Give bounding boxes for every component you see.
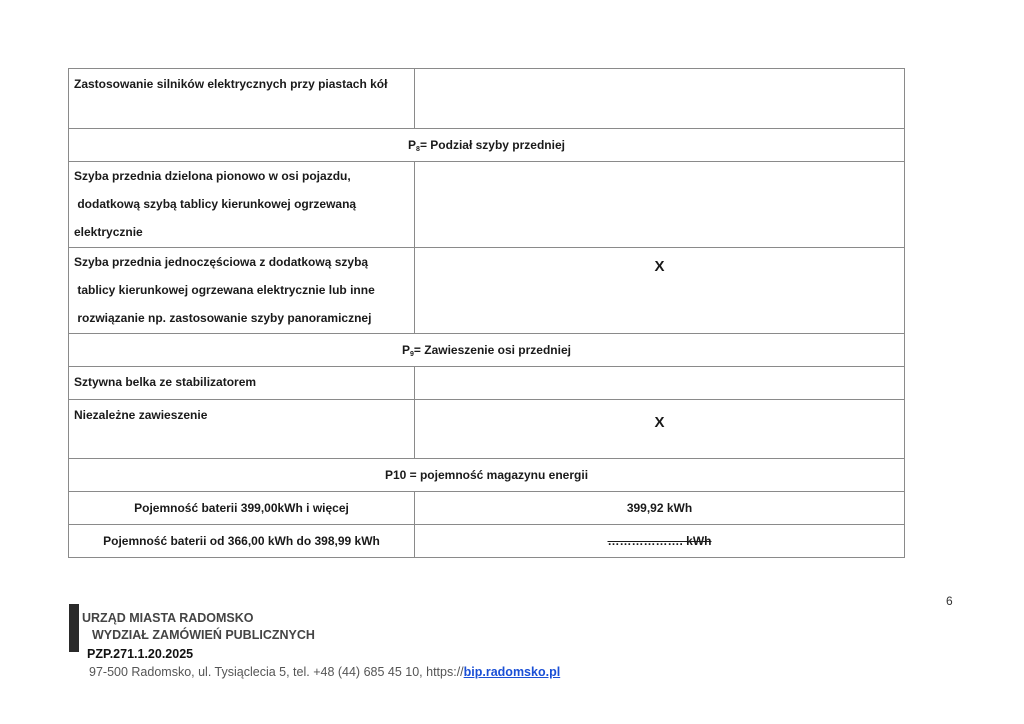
table-row xyxy=(69,248,905,334)
p9-title: = Zawieszenie osi przedniej xyxy=(413,343,571,357)
table-row xyxy=(69,69,905,129)
windshield-split-label xyxy=(69,162,414,246)
footer-link[interactable]: bip.radomsko.pl xyxy=(463,665,561,679)
motors-label: Zastosowanie silników elektrycznych przy piastach kół xyxy=(74,77,388,91)
page-number: 6 xyxy=(946,594,953,608)
p8-header xyxy=(69,129,905,162)
windshield-split-value-cell[interactable] xyxy=(415,162,905,248)
table-row xyxy=(69,367,905,400)
row-label xyxy=(69,400,415,459)
row-label xyxy=(69,367,415,400)
label-line: elektrycznie xyxy=(74,225,143,239)
rigid-beam-label: Sztywna belka ze stabilizatorem xyxy=(74,375,257,389)
p8-prefix: P xyxy=(408,138,417,152)
independent-suspension-label: Niezależne zawieszenie xyxy=(74,408,208,422)
battery-366-value-cell[interactable] xyxy=(415,525,905,558)
p8-subscript: 8 xyxy=(416,146,420,153)
p9-prefix: P xyxy=(402,343,411,357)
footer-org: URZĄD MIASTA RADOMSKO xyxy=(82,611,254,625)
footer-reference: PZP.271.1.20.2025 xyxy=(87,647,194,661)
footer-department: WYDZIAŁ ZAMÓWIEŃ PUBLICZNYCH xyxy=(92,628,315,642)
footer-accent-bar xyxy=(69,604,79,652)
windshield-single-value-cell[interactable] xyxy=(415,248,905,334)
p9-header xyxy=(69,334,905,367)
specification-table xyxy=(68,68,905,558)
rigid-beam-value-cell[interactable] xyxy=(415,367,905,400)
windshield-single-mark: X xyxy=(654,258,665,275)
row-label xyxy=(69,248,415,334)
row-label xyxy=(69,69,415,129)
label-line: rozwiązanie np. zastosowanie szyby panoramicznej xyxy=(74,311,372,325)
label-line: dodatkową szybą tablicy kierunkowej ogrzewaną xyxy=(74,197,357,211)
independent-suspension-value-cell[interactable] xyxy=(415,400,905,459)
battery-366-value: ………………. kWh xyxy=(607,534,712,548)
label-line: Szyba przednia dzielona pionowo w osi pojazdu, xyxy=(74,169,351,183)
label-line: tablicy kierunkowej ogrzewana elektrycznie lub inne xyxy=(74,283,375,297)
table-row xyxy=(69,162,905,248)
footer-address xyxy=(89,665,560,679)
battery-399-label: Pojemność baterii 399,00kWh i więcej xyxy=(69,492,415,525)
footer-address-text: 97-500 Radomsko, ul. Tysiąclecia 5, tel. +48 (44) 685 45 10, https:// xyxy=(89,665,464,679)
p9-subscript: 9 xyxy=(410,351,414,358)
p8-title: = Podział szyby przedniej xyxy=(419,138,565,152)
independent-suspension-mark: X xyxy=(654,414,665,431)
table-row xyxy=(69,525,905,558)
section-header-row xyxy=(69,459,905,492)
p10-header: P10 = pojemność magazynu energii xyxy=(69,459,905,492)
table-row xyxy=(69,400,905,459)
battery-399-value[interactable]: 399,92 kWh xyxy=(415,492,905,525)
battery-366-label: Pojemność baterii od 366,00 kWh do 398,99 kWh xyxy=(69,525,415,558)
row-label xyxy=(69,162,415,248)
label-line: Szyba przednia jednoczęściowa z dodatkową szybą xyxy=(74,255,369,269)
windshield-single-label xyxy=(69,248,414,332)
section-header-row xyxy=(69,129,905,162)
motors-value-cell[interactable] xyxy=(415,69,905,129)
table-row xyxy=(69,492,905,525)
section-header-row xyxy=(69,334,905,367)
